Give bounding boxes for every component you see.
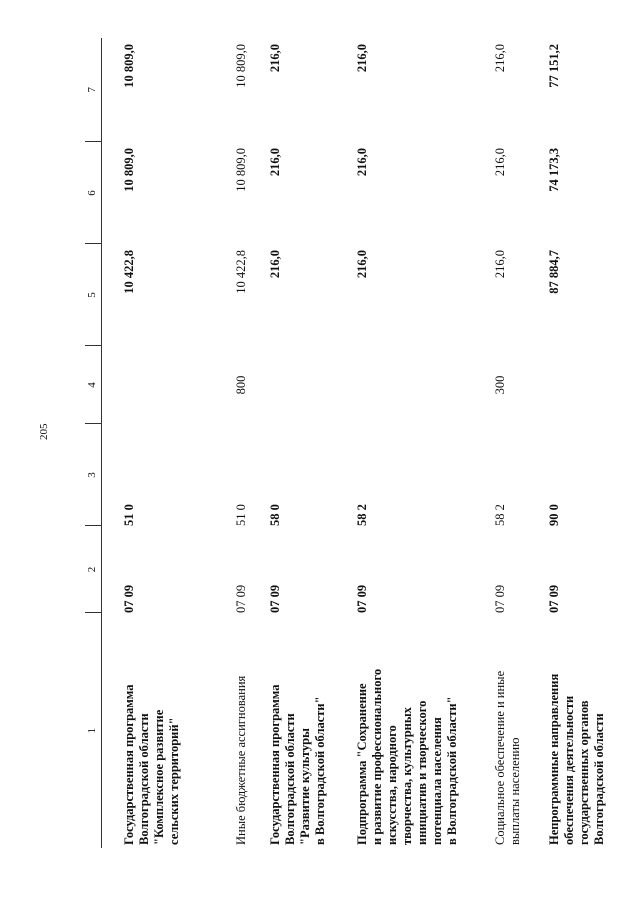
row-name: Иные бюджетные ассигнования	[234, 675, 248, 845]
header-col-1: 1	[85, 613, 102, 848]
header-col-2: 2	[85, 526, 102, 613]
row-value-7: 77 151,2	[547, 44, 561, 88]
header-col-3: 3	[85, 424, 102, 526]
row-value-5: 87 884,7	[547, 250, 561, 294]
header-col-6: 6	[85, 142, 102, 244]
row-value-5: 216,0	[268, 250, 282, 279]
row-target: 90 0	[547, 504, 561, 526]
row-section: 07 09	[355, 584, 369, 613]
row-section: 07 09	[493, 584, 507, 613]
row-target: 51 0	[234, 504, 248, 526]
row-target: 58 2	[493, 504, 507, 526]
row-value-5: 216,0	[493, 250, 507, 279]
row-value-7: 10 809,0	[234, 44, 248, 88]
row-expense-type	[102, 346, 233, 424]
row-value-5: 10 422,8	[122, 250, 136, 294]
table-row	[547, 38, 627, 848]
row-expense-type: 800	[234, 375, 248, 395]
row-value-6: 10 809,0	[234, 148, 248, 192]
row-value-6: 10 809,0	[122, 148, 136, 192]
table-header-row	[85, 38, 102, 848]
row-value-6: 74 173,3	[547, 148, 561, 192]
row-section: 07 09	[122, 584, 136, 613]
table-row	[493, 38, 547, 848]
row-expense-type	[547, 346, 627, 424]
header-col-5: 5	[85, 244, 102, 346]
row-value-6: 216,0	[355, 148, 369, 177]
header-col-4: 4	[85, 346, 102, 424]
row-section: 07 09	[234, 584, 248, 613]
table-row	[102, 38, 233, 848]
row-value-7: 216,0	[355, 44, 369, 73]
row-expense-type	[268, 346, 355, 424]
row-value-7: 216,0	[268, 44, 282, 73]
header-col-7: 7	[85, 38, 102, 142]
row-value-6: 216,0	[493, 148, 507, 177]
row-name: Государственная программа Волгоградской области "Развитие культуры в Волгоградской области"	[268, 684, 327, 845]
row-value-7: 10 809,0	[122, 44, 136, 88]
row-value-6: 216,0	[268, 148, 282, 177]
row-name: Государственная программа Волгоградской области "Комплексное развитие сельских территорий"	[122, 684, 181, 845]
row-target: 58 2	[355, 504, 369, 526]
row-name: Подпрограмма "Сохранение и развитие профессионального искусства, народного творчества, культурных инициатив и творческого потенциала населения в Волгоградской области"	[355, 668, 459, 845]
page-number: 205	[38, 423, 50, 440]
row-target: 51 0	[122, 504, 136, 526]
row-value-7: 216,0	[493, 44, 507, 73]
row-value-5: 10 422,8	[234, 250, 248, 294]
rotated-table-container	[85, 38, 606, 848]
row-section: 07 09	[268, 584, 282, 613]
row-target: 58 0	[268, 504, 282, 526]
row-expense-type: 300	[493, 375, 507, 395]
budget-table	[85, 38, 627, 848]
row-name: Непрограммные направления обеспечения деятельности государственных органов Волгоградской области	[547, 673, 606, 845]
row-name: Социальное обеспечение и иные выплаты населению	[493, 670, 522, 845]
row-expense-type	[355, 346, 493, 424]
table-row	[355, 38, 493, 848]
row-section: 07 09	[547, 584, 561, 613]
row-value-5: 216,0	[355, 250, 369, 279]
table-row	[268, 38, 355, 848]
table-row	[232, 38, 268, 848]
